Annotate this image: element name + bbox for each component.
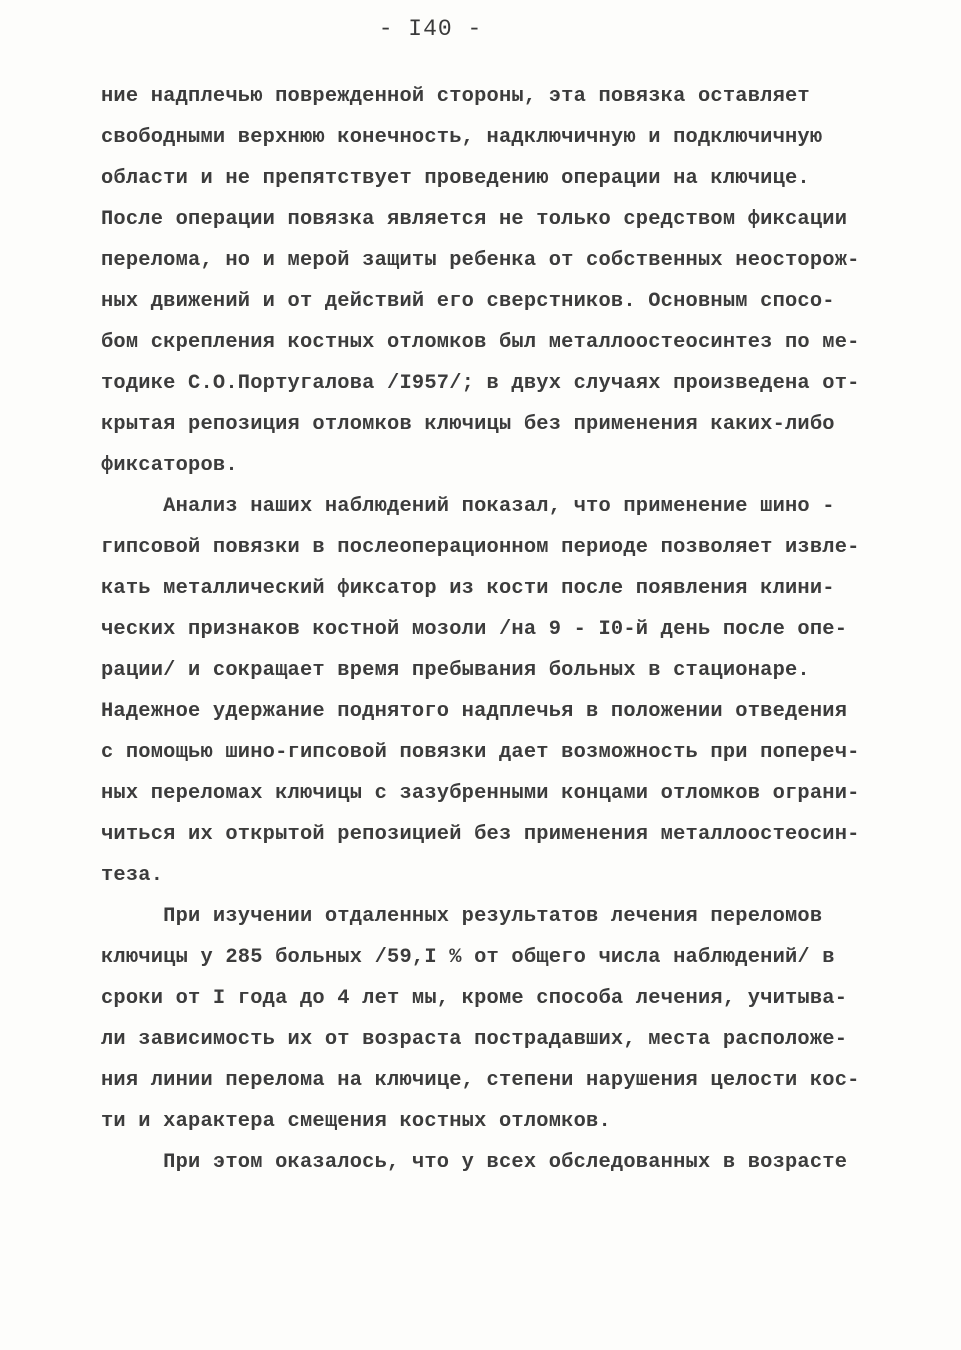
- text-line: ных переломах ключицы с зазубренными концами отломков ограни-: [101, 782, 860, 805]
- text-line: читься их открытой репозицией без применения металлоостеосин-: [101, 823, 860, 846]
- text-line: крытая репозиция отломков ключицы без применения каких-либо: [101, 413, 835, 436]
- text-line: Надежное удержание поднятого надплечья в положении отведения: [101, 700, 848, 723]
- text-line: гипсовой повязки в послеоперационном периоде позволяет извле-: [101, 536, 860, 559]
- text-line: фиксаторов.: [101, 454, 238, 477]
- text-line: кать металлический фиксатор из кости после появления клини-: [101, 577, 835, 600]
- text-line: рации/ и сокращает время пребывания больных в стационаре.: [101, 659, 810, 682]
- body-text: [101, 76, 871, 1183]
- page-number: - I40 -: [378, 16, 483, 42]
- text-line: ния линии перелома на ключице, степени нарушения целости кос-: [101, 1069, 860, 1092]
- text-line: сроки от I года до 4 лет мы, кроме способа лечения, учитыва-: [101, 987, 848, 1010]
- text-line: После операции повязка является не только средством фиксации: [101, 208, 848, 231]
- text-line: ческих признаков костной мозоли /на 9 - I0-й день после опе-: [101, 618, 848, 641]
- text-line: бом скрепления костных отломков был металлоостеосинтез по ме-: [101, 331, 860, 354]
- text-line: перелома, но и мерой защиты ребенка от собственных неосторож-: [101, 249, 860, 272]
- text-line: ние надплечью поврежденной стороны, эта повязка оставляет: [101, 85, 810, 108]
- text-line: свободными верхнюю конечность, надключичную и подключичную: [101, 126, 823, 149]
- text-line: теза.: [101, 864, 164, 887]
- text-line: тодике С.О.Португалова /I957/; в двух случаях произведена от-: [101, 372, 860, 395]
- text-line: ных движений и от действий его сверстников. Основным спосо-: [101, 290, 835, 313]
- text-line: ти и характера смещения костных отломков.: [101, 1110, 611, 1133]
- text-line: ли зависимость их от возраста пострадавших, места расположе-: [101, 1028, 848, 1051]
- text-line: области и не препятствует проведению операции на ключице.: [101, 167, 810, 190]
- text-line: Анализ наших наблюдений показал, что применение шино -: [101, 495, 835, 518]
- text-line: с помощью шино-гипсовой повязки дает возможность при попереч-: [101, 741, 860, 764]
- text-line: При этом оказалось, что у всех обследованных в возрасте: [101, 1151, 848, 1174]
- text-line: ключицы у 285 больных /59,I % от общего числа наблюдений/ в: [101, 946, 835, 969]
- text-line: При изучении отдаленных результатов лечения переломов: [101, 905, 823, 928]
